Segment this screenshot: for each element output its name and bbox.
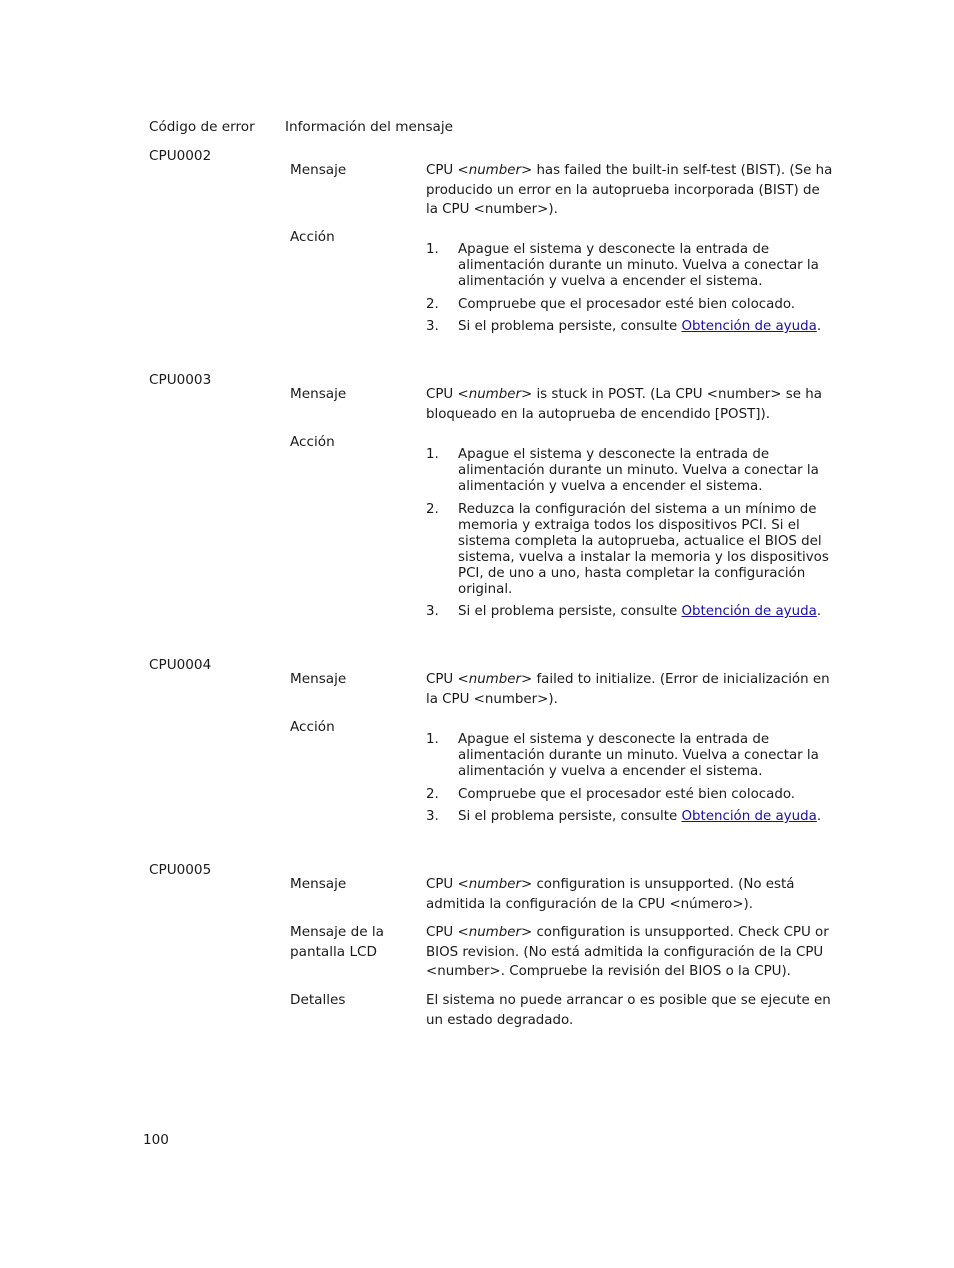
error-code: CPU0003 bbox=[149, 372, 212, 388]
help-link[interactable]: Obtención de ayuda bbox=[681, 809, 817, 824]
mensaje-label: Mensaje bbox=[290, 386, 347, 402]
error-code: CPU0002 bbox=[149, 148, 212, 164]
mensaje-label: Mensaje bbox=[290, 671, 347, 687]
accion-label: Acción bbox=[290, 719, 335, 735]
error-code: CPU0005 bbox=[149, 862, 212, 878]
page-number: 100 bbox=[143, 1132, 169, 1148]
help-link[interactable]: Obtención de ayuda bbox=[681, 604, 817, 619]
action-steps bbox=[426, 242, 836, 342]
column-header-message-info: Información del mensaje bbox=[285, 119, 454, 135]
step: 1. Apague el sistema y desconecte la entrada de alimentación durante un minuto. Vuelva a conectar la alimentación y vuelva a encender el sistema. bbox=[426, 732, 819, 779]
mensaje-label: Mensaje bbox=[290, 876, 347, 892]
column-header-error-code: Código de error bbox=[149, 119, 255, 135]
accion-label: Acción bbox=[290, 229, 335, 245]
mensaje-text: CPU <number> is stuck in POST. (La CPU <number> se ha bloqueado en la autoprueba de encendido [POST]). bbox=[426, 387, 822, 422]
step: 2. Compruebe que el procesador esté bien colocado. bbox=[426, 296, 796, 312]
lcd-message-text: CPU <number> configuration is unsupported. Check CPU or BIOS revision. (No está admitida la configuración de la CPU <number>. Compruebe la revisión del BIOS o la CPU). bbox=[426, 925, 829, 979]
step: 3. Si el problema persiste, consulte Obtención de ayuda. bbox=[426, 809, 822, 824]
step: 3. Si el problema persiste, consulte Obtención de ayuda. bbox=[426, 319, 822, 334]
action-steps bbox=[426, 732, 836, 832]
error-code: CPU0004 bbox=[149, 657, 212, 673]
mensaje-text: CPU <number> has failed the built-in self-test (BIST). (Se ha producido un error en la autoprueba incorporada (BIST) de la CPU <number>). bbox=[426, 163, 833, 217]
mensaje-text: CPU <number> failed to initialize. (Error de inicialización en la CPU <number>). bbox=[426, 672, 830, 707]
step: 1. Apague el sistema y desconecte la entrada de alimentación durante un minuto. Vuelva a conectar la alimentación y vuelva a encender el sistema. bbox=[426, 242, 819, 289]
step: 2. Compruebe que el procesador esté bien colocado. bbox=[426, 786, 796, 802]
lcd-message-label: Mensaje de la pantalla LCD bbox=[290, 924, 385, 960]
help-link[interactable]: Obtención de ayuda bbox=[681, 319, 817, 334]
accion-label: Acción bbox=[290, 434, 335, 450]
mensaje-label: Mensaje bbox=[290, 162, 347, 178]
step: 3. Si el problema persiste, consulte Obtención de ayuda. bbox=[426, 604, 822, 619]
mensaje-text: CPU <number> configuration is unsupported. (No está admitida la configuración de la CPU <número>). bbox=[426, 877, 795, 912]
step: 2. Reduzca la configuración del sistema a un mínimo de memoria y extraiga todos los dispositivos PCI. Si el sistema completa la autoprueba, actualice el BIOS del sistema, vuelva a instalar la memoria y los dispositivos PCI, de uno a uno, hasta completar la configuración original. bbox=[426, 501, 829, 597]
detalles-text: El sistema no puede arrancar o es posible que se ejecute en un estado degradado. bbox=[426, 993, 831, 1028]
detalles-label: Detalles bbox=[290, 992, 346, 1008]
action-steps bbox=[426, 447, 836, 627]
step: 1. Apague el sistema y desconecte la entrada de alimentación durante un minuto. Vuelva a conectar la alimentación y vuelva a encender el sistema. bbox=[426, 447, 819, 494]
